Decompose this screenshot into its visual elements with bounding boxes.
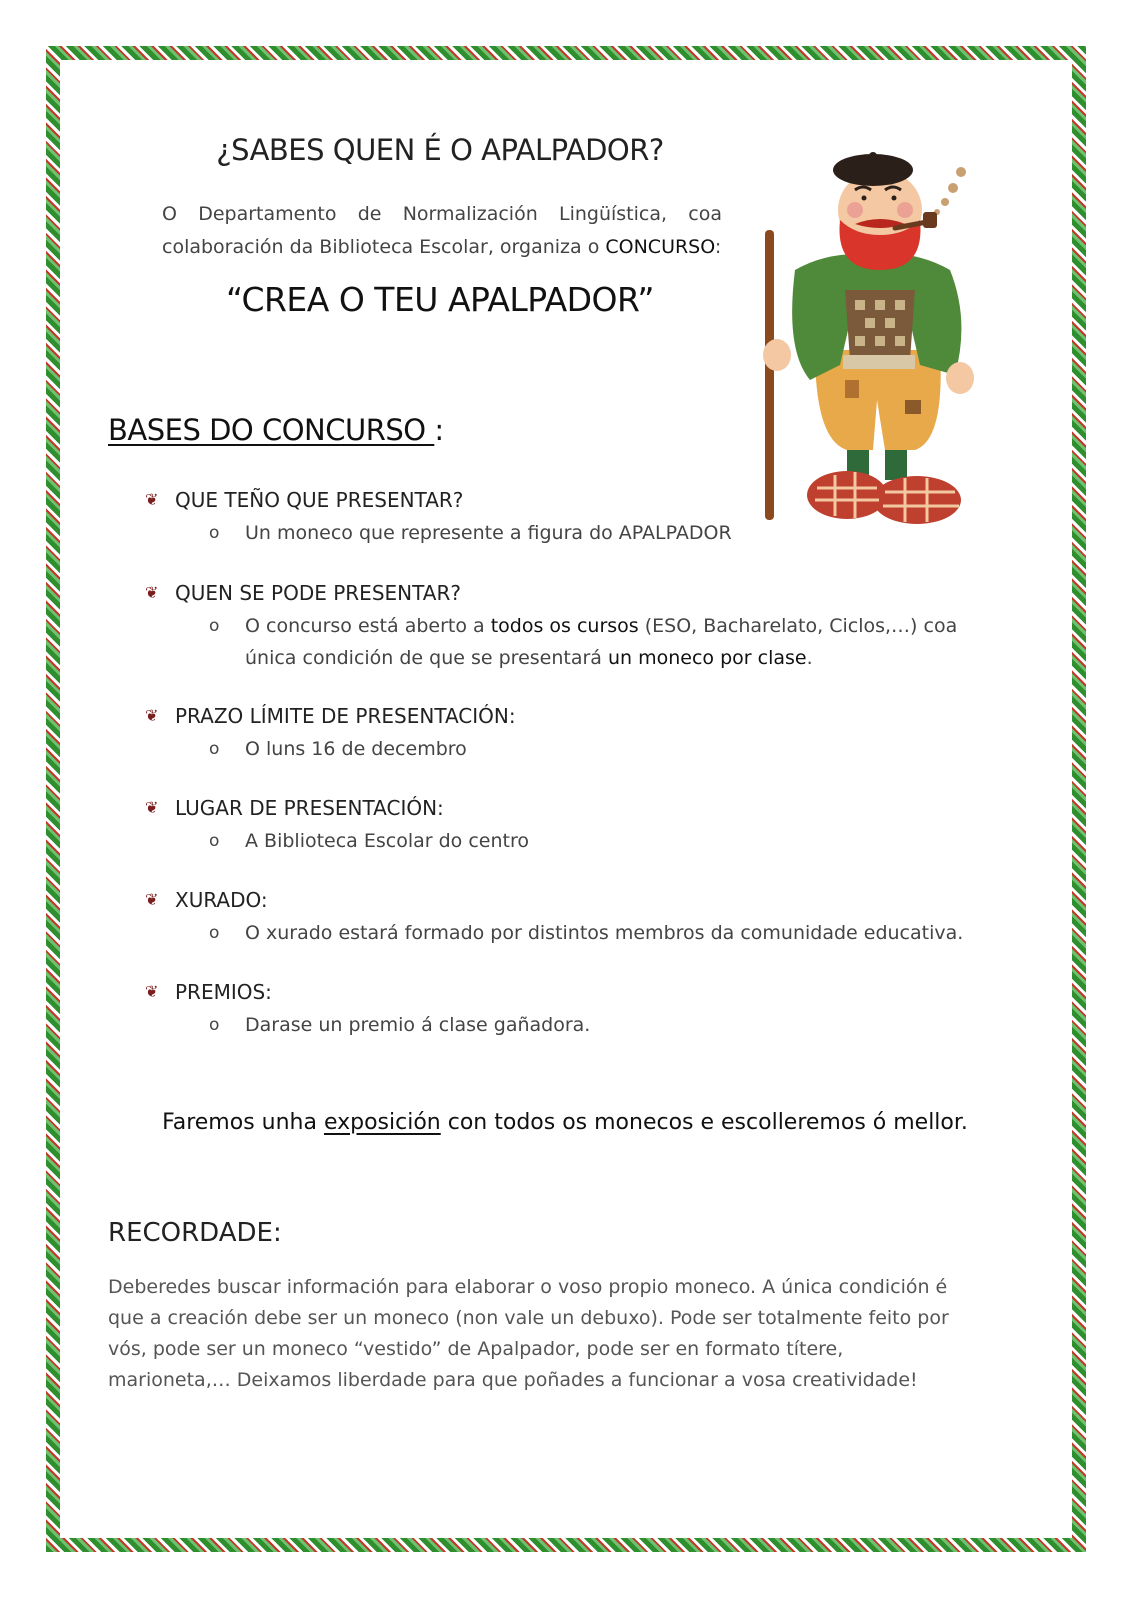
item-detail: Un moneco que represente a figura do APALPADOR [245,522,732,544]
sub-bullet-marker: o [209,739,220,759]
item-detail: O luns 16 de decembro [245,738,467,760]
apalpador-illustration [755,150,1000,540]
item-label: QUEN SE PODE PRESENTAR? [175,581,461,605]
item-label: PRAZO LÍMITE DE PRESENTACIÓN: [175,704,516,728]
item-detail: O xurado estará formado por distintos membros da comunidade educativa. [245,922,964,944]
list-item [145,977,975,1041]
closing-underlined: exposición [323,1110,441,1135]
list-item [145,578,975,674]
bases-heading-text: BASES DO CONCURSO [108,413,435,447]
closing-before: Faremos unha [162,1110,324,1135]
remember-heading: RECORDADE: [108,1218,282,1248]
intro-paragraph [162,198,722,264]
contest-name: “CREA O TEU APALPADOR” [226,280,654,319]
leaf-bullet-icon: ❦ [145,706,159,725]
bases-heading-colon: : [434,413,444,447]
leaf-bullet-icon: ❦ [145,890,159,909]
sub-bullet-marker: o [209,1015,220,1035]
page-title: ¿SABES QUEN É O APALPADOR? [216,133,664,167]
sub-bullet-marker: o [209,831,220,851]
bases-heading [108,413,444,447]
leaf-bullet-icon: ❦ [145,798,159,817]
item-detail-d: un moneco por clase [608,647,807,669]
leaf-bullet-icon: ❦ [145,490,159,509]
leaf-bullet-icon: ❦ [145,982,159,1001]
intro-end: : [714,236,722,258]
item-label: XURADO: [175,888,268,912]
list-item [145,485,975,549]
intro-text: O Departamento de Normalización Lingüística, coa colaboración da Biblioteca Escolar, organiza o [162,203,722,258]
item-detail: Darase un premio á clase gañadora. [245,1014,591,1036]
sub-bullet-marker: o [209,523,220,543]
list-item [145,885,975,949]
leaf-bullet-icon: ❦ [145,583,159,602]
list-item [145,701,975,765]
sub-bullet-marker: o [209,923,220,943]
closing-after: con todos os monecos e escolleremos ó mellor. [440,1110,968,1135]
remember-body: Deberedes buscar información para elaborar o voso propio moneco. A única condición é que a creación debe ser un moneco (non vale un debuxo). Pode ser totalmente feito por vós, pode ser un moneco “vestido” de Apalpador, pode ser en formato títere, marioneta,… Deixamos liberdade para que poñades a funcionar a vosa creatividade! [108,1276,949,1391]
item-label: QUE TEÑO QUE PRESENTAR? [175,488,464,512]
item-label: LUGAR DE PRESENTACIÓN: [175,796,444,820]
item-detail-c: (ESO, Bacharelato, Ciclos,…) coa única condición de que se presentará [245,615,958,669]
item-detail-e: . [806,647,813,669]
item-detail-b: todos os cursos [490,615,639,637]
sub-bullet-marker: o [209,616,220,636]
item-detail-a: O concurso está aberto a [245,615,491,637]
list-item [145,793,975,857]
item-label: PREMIOS: [175,980,272,1004]
item-detail: A Biblioteca Escolar do centro [245,830,529,852]
intro-highlight: CONCURSO [605,236,715,258]
closing-statement [140,1110,990,1135]
